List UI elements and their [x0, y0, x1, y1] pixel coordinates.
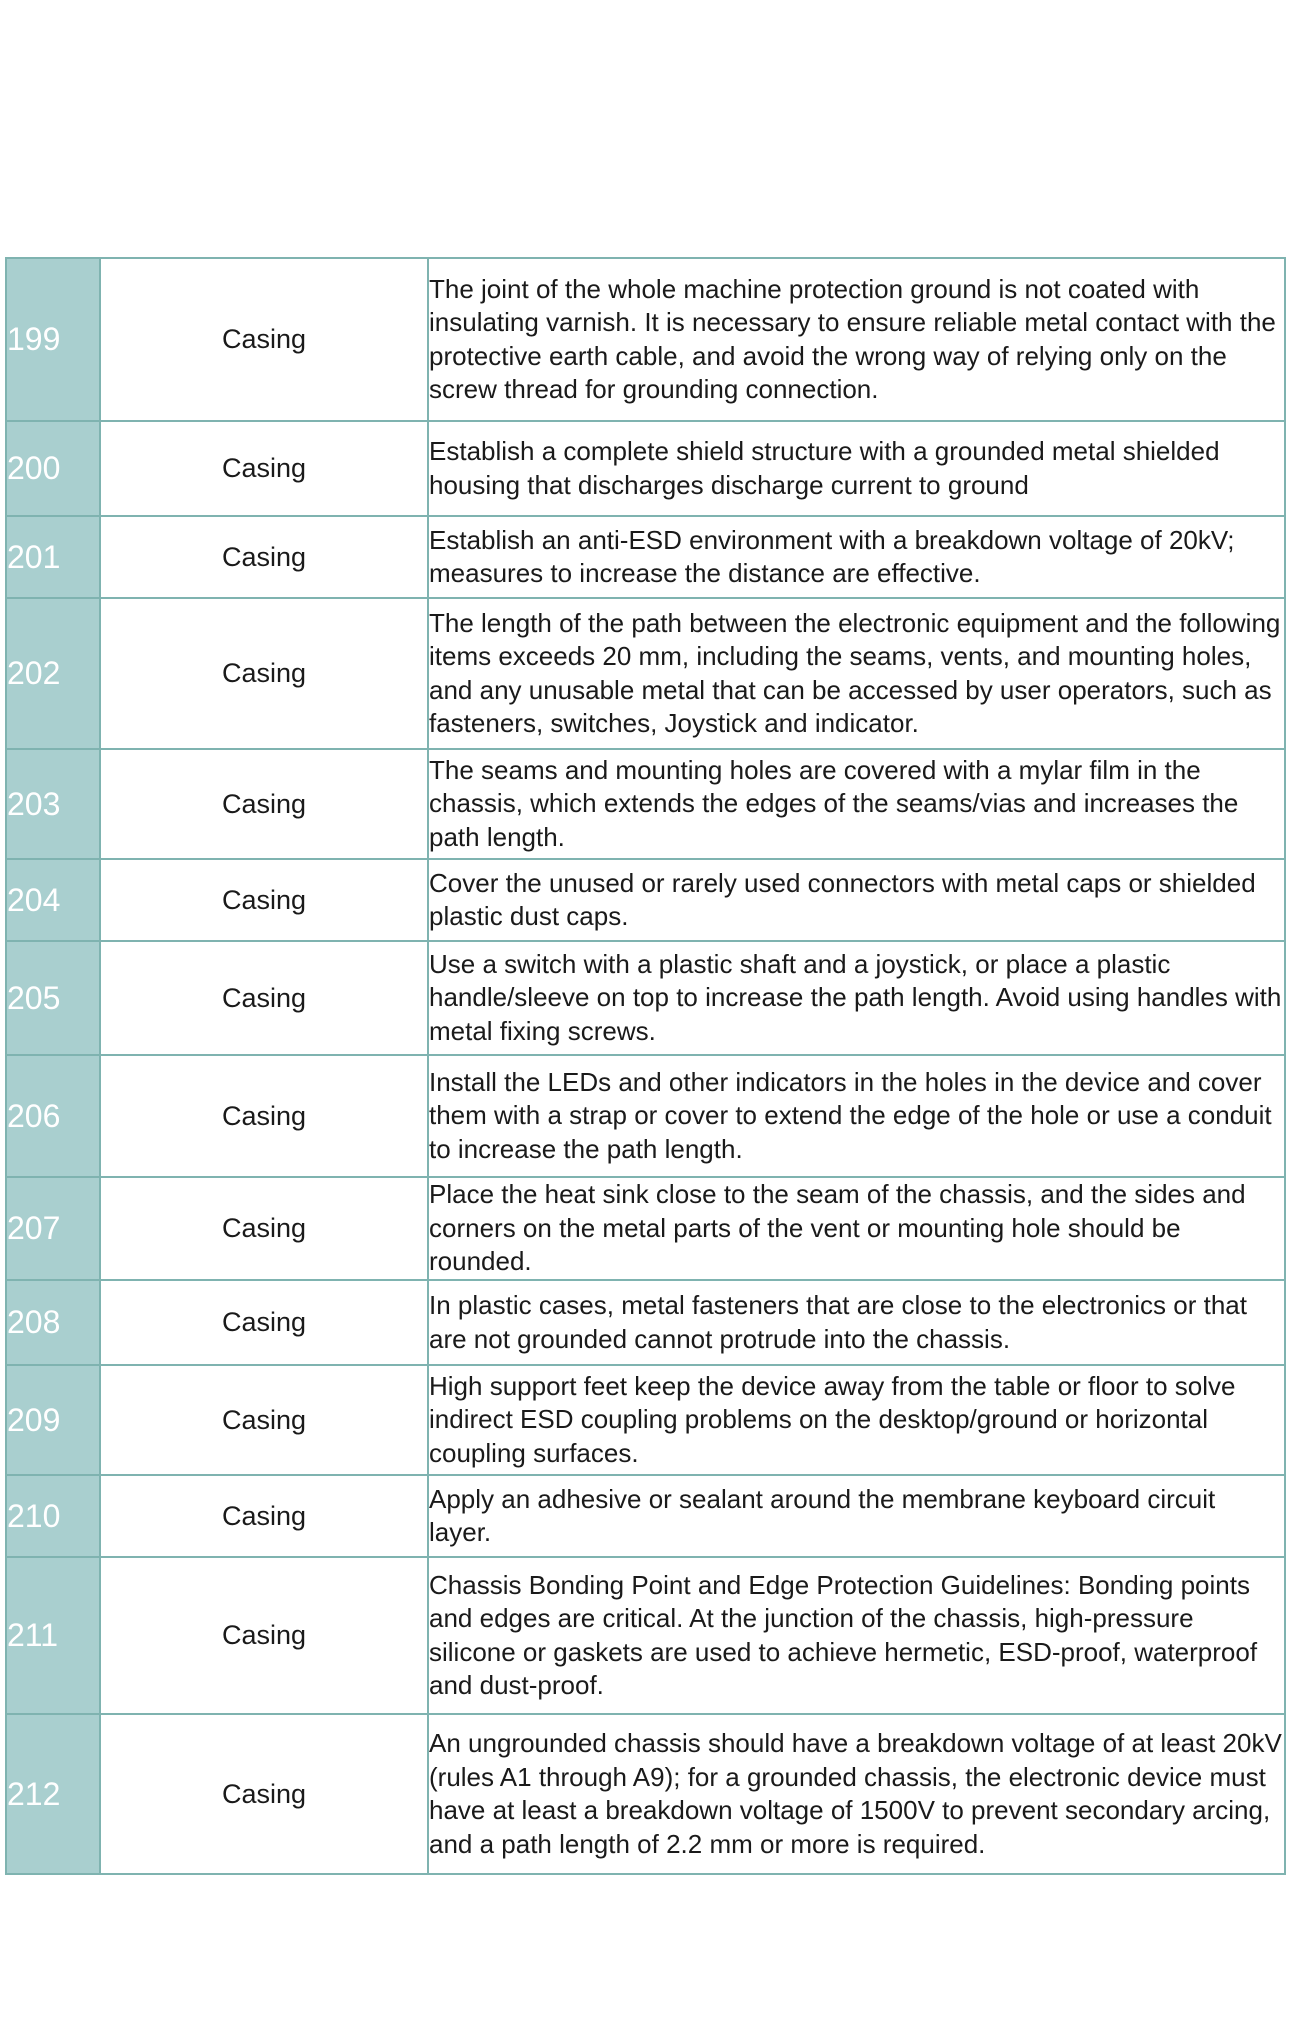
rule-category: Casing	[100, 598, 428, 749]
rule-category: Casing	[100, 859, 428, 941]
rule-category: Casing	[100, 421, 428, 516]
rule-number: 207	[6, 1177, 100, 1280]
rule-number: 210	[6, 1475, 100, 1557]
rule-number: 201	[6, 516, 100, 598]
rule-number: 200	[6, 421, 100, 516]
rule-description: In plastic cases, metal fasteners that are close to the electronics or that are not grounded cannot protrude into the chassis.	[428, 1280, 1285, 1365]
rules-table	[5, 257, 1286, 1875]
rule-number: 204	[6, 859, 100, 941]
rule-description: Establish an anti-ESD environment with a breakdown voltage of 20kV; measures to increase the distance are effective.	[428, 516, 1285, 598]
rule-description: The joint of the whole machine protection ground is not coated with insulating varnish. It is necessary to ensure reliable metal contact with the protective earth cable, and avoid the wrong way of relying only on the screw thread for grounding connection.	[428, 258, 1285, 421]
rule-number: 205	[6, 941, 100, 1055]
rule-category: Casing	[100, 1714, 428, 1874]
rule-number: 209	[6, 1365, 100, 1475]
rule-number: 199	[6, 258, 100, 421]
rule-description: An ungrounded chassis should have a breakdown voltage of at least 20kV (rules A1 through A9); for a grounded chassis, the electronic device must have at least a breakdown voltage of 1500V to prevent secondary arcing, and a path length of 2.2 mm or more is required.	[428, 1714, 1285, 1874]
rule-category: Casing	[100, 941, 428, 1055]
table-row	[6, 1557, 1285, 1714]
table-row	[6, 1177, 1285, 1280]
rule-category: Casing	[100, 1365, 428, 1475]
rule-number: 203	[6, 749, 100, 859]
table-row	[6, 859, 1285, 941]
rule-description: High support feet keep the device away from the table or floor to solve indirect ESD coupling problems on the desktop/ground or horizontal coupling surfaces.	[428, 1365, 1285, 1475]
rule-description: Use a switch with a plastic shaft and a joystick, or place a plastic handle/sleeve on top to increase the path length. Avoid using handles with metal fixing screws.	[428, 941, 1285, 1055]
rule-number: 211	[6, 1557, 100, 1714]
table-row	[6, 421, 1285, 516]
rule-description: The length of the path between the electronic equipment and the following items exceeds 20 mm, including the seams, vents, and mounting holes, and any unusable metal that can be accessed by user operators, such as fasteners, switches, Joystick and indicator.	[428, 598, 1285, 749]
rule-number: 206	[6, 1055, 100, 1177]
rule-category: Casing	[100, 1055, 428, 1177]
table-row	[6, 1280, 1285, 1365]
rule-category: Casing	[100, 1475, 428, 1557]
rule-category: Casing	[100, 749, 428, 859]
rule-description: Install the LEDs and other indicators in the holes in the device and cover them with a strap or cover to extend the edge of the hole or use a conduit to increase the path length.	[428, 1055, 1285, 1177]
table-row	[6, 258, 1285, 421]
table-row	[6, 749, 1285, 859]
rule-category: Casing	[100, 516, 428, 598]
rule-description: The seams and mounting holes are covered with a mylar film in the chassis, which extends the edges of the seams/vias and increases the path length.	[428, 749, 1285, 859]
table-row	[6, 1365, 1285, 1475]
table-row	[6, 1055, 1285, 1177]
rule-category: Casing	[100, 258, 428, 421]
rule-description: Chassis Bonding Point and Edge Protection Guidelines: Bonding points and edges are critical. At the junction of the chassis, high-pressure silicone or gaskets are used to achieve hermetic, ESD-proof, waterproof and dust-proof.	[428, 1557, 1285, 1714]
rule-category: Casing	[100, 1177, 428, 1280]
rule-number: 212	[6, 1714, 100, 1874]
table-row	[6, 1714, 1285, 1874]
rule-number: 208	[6, 1280, 100, 1365]
rule-category: Casing	[100, 1280, 428, 1365]
rule-description: Cover the unused or rarely used connectors with metal caps or shielded plastic dust caps.	[428, 859, 1285, 941]
table-row	[6, 941, 1285, 1055]
rule-category: Casing	[100, 1557, 428, 1714]
rule-number: 202	[6, 598, 100, 749]
rule-description: Establish a complete shield structure with a grounded metal shielded housing that discharges discharge current to ground	[428, 421, 1285, 516]
table-row	[6, 598, 1285, 749]
table-row	[6, 516, 1285, 598]
table-row	[6, 1475, 1285, 1557]
rule-description: Place the heat sink close to the seam of the chassis, and the sides and corners on the metal parts of the vent or mounting hole should be rounded.	[428, 1177, 1285, 1280]
rule-description: Apply an adhesive or sealant around the membrane keyboard circuit layer.	[428, 1475, 1285, 1557]
